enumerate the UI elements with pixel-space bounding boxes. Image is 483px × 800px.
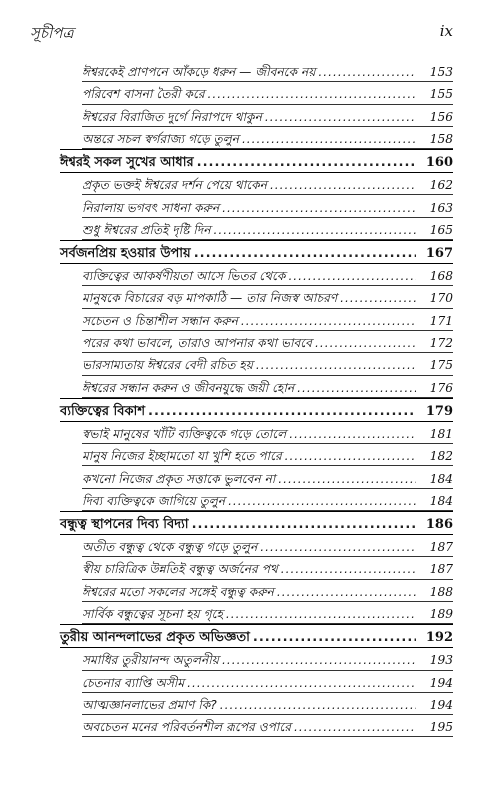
toc-section-row xyxy=(82,60,453,82)
toc-entry-title: চেতনার ব্যাপ্তি অসীম xyxy=(82,675,185,690)
toc-section-row xyxy=(82,535,453,557)
toc-chapter-row xyxy=(60,624,453,648)
dot-leader xyxy=(226,608,416,620)
toc-section-row xyxy=(82,195,453,217)
toc-section-row xyxy=(82,580,453,602)
toc-chapter-row xyxy=(60,149,453,173)
toc-chapter-row xyxy=(60,511,453,535)
toc-entry-page: 162 xyxy=(429,178,453,193)
dot-leader xyxy=(253,631,416,644)
toc-section-row xyxy=(82,82,453,104)
toc-entry-title: তুরীয় আনন্দলাভের প্রকৃত অভিজ্ঞতা xyxy=(60,630,250,646)
toc-section-row xyxy=(82,218,453,240)
toc-section-row xyxy=(82,173,453,195)
dot-leader xyxy=(315,337,416,349)
toc-chapter-row xyxy=(60,398,453,422)
dot-leader xyxy=(256,359,416,371)
dot-leader xyxy=(277,586,416,598)
dot-leader xyxy=(242,133,416,145)
dot-leader xyxy=(213,224,416,236)
toc-entry-title: স্বভাই মানুষের খাঁটি ব্যক্তিত্বকে গড়ে তোলে xyxy=(82,426,287,441)
dot-leader xyxy=(281,563,416,575)
toc-entry-title: আত্মজ্ঞানলাভের প্রমাণ কি? xyxy=(82,697,217,712)
toc-entry-page: 187 xyxy=(429,562,453,577)
toc-entry-page: 195 xyxy=(429,720,453,735)
toc-entry-page: 181 xyxy=(429,426,453,441)
toc-section-row xyxy=(82,105,453,127)
toc-section-row xyxy=(82,264,453,286)
toc-entry-title: ঈশ্বরই সকল সুখের আধার xyxy=(60,155,194,171)
toc-entry-page: 187 xyxy=(429,540,453,555)
toc-section-row xyxy=(82,286,453,308)
dot-leader xyxy=(294,721,416,733)
toc-entry-title: ঈশ্বরের বিরাজিত দুর্গে নিরাপদে থাকুন xyxy=(82,109,262,124)
header-page-number: ix xyxy=(439,22,453,40)
toc-entry-title: সর্বজনপ্রিয় হওয়ার উপায় xyxy=(60,246,191,262)
toc-entry-title: ঈশ্বরের মতো সকলের সঙ্গেই বন্ধুত্ব করুন xyxy=(82,584,274,599)
toc-entry-title: ঈশ্বরের সন্ধান করুন ও জীবনযুদ্ধে জয়ী হোন xyxy=(82,380,295,395)
toc-section-row xyxy=(82,466,453,488)
toc-entry-title: ব্যক্তিত্বের বিকাশ xyxy=(60,403,146,419)
dot-leader xyxy=(222,202,416,214)
toc-section-row xyxy=(82,376,453,398)
toc-entry-page: 188 xyxy=(429,584,453,599)
toc-entry-page: 182 xyxy=(429,449,453,464)
toc-entry-page: 165 xyxy=(429,222,453,237)
toc-entry-title: ব্যক্তিত্বের আকর্ষণীয়তা আসে ভিতর থেকে xyxy=(82,269,286,284)
toc-entry-page: 179 xyxy=(425,403,453,419)
toc-entry-page: 167 xyxy=(425,246,453,262)
toc-section-row xyxy=(82,715,453,737)
header-title: সূচীপত্র xyxy=(30,24,74,42)
toc-entry-title: পরের কথা ভাবলে, তারাও আপনার কথা ভাববে xyxy=(82,336,312,351)
toc-entry-title: সচেতন ও চিন্তাশীল সন্ধান করুন xyxy=(82,313,238,328)
toc-entry-title: স্বীয় চারিত্রিক উন্নতিই বন্ধুত্ব অর্জনের পথ xyxy=(82,562,278,577)
dot-leader xyxy=(241,315,416,327)
toc-entry-title: অতীত বন্ধুত্ব থেকে বন্ধুত্ব গড়ে তুলুন xyxy=(82,540,258,555)
toc-entry-title: সার্বিক বন্ধুত্বের সূচনা হয় গৃহে xyxy=(82,607,223,622)
toc-entry-page: 194 xyxy=(429,697,453,712)
toc-entry-page: 194 xyxy=(429,675,453,690)
dot-leader xyxy=(220,699,416,711)
dot-leader xyxy=(228,495,416,507)
toc-section-row xyxy=(82,602,453,624)
toc-entry-page: 176 xyxy=(429,380,453,395)
dot-leader xyxy=(340,292,416,304)
toc-entry-title: কখনো নিজের প্রকৃত সত্তাকে ভুলবেন না xyxy=(82,471,276,486)
dot-leader xyxy=(187,677,416,689)
toc-entry-page: 170 xyxy=(429,291,453,306)
page-header xyxy=(30,18,453,46)
toc-entry-page: 171 xyxy=(429,313,453,328)
toc-entry-page: 172 xyxy=(429,336,453,351)
dot-leader xyxy=(192,518,416,531)
toc-entry-page: 156 xyxy=(429,109,453,124)
toc-entry-title: ভারসাম্যতায় ঈশ্বরের বেদী রচিত হয় xyxy=(82,358,253,373)
toc-entry-title: মানুষকে বিচারের বড় মাপকাঠি — তার নিজস্ব আচরণ xyxy=(82,291,338,306)
toc-entry-page: 168 xyxy=(429,269,453,284)
toc-entry-title: নিরালায় ভগবৎ সাধনা করুন xyxy=(82,200,220,215)
dot-leader xyxy=(260,541,416,553)
toc-entry-page: 160 xyxy=(425,155,453,171)
dot-leader xyxy=(148,405,416,418)
dot-leader xyxy=(208,88,416,100)
toc-section-row xyxy=(82,331,453,353)
dot-leader xyxy=(285,450,416,462)
dot-leader xyxy=(318,66,416,78)
toc-section-row xyxy=(82,693,453,715)
toc-entry-page: 184 xyxy=(429,471,453,486)
toc-entry-page: 155 xyxy=(429,87,453,102)
dot-leader xyxy=(194,247,416,260)
toc-chapter-row xyxy=(60,240,453,264)
toc-section-row xyxy=(82,444,453,466)
toc-section-row xyxy=(82,127,453,149)
toc-entry-page: 186 xyxy=(425,517,453,533)
toc-section-row xyxy=(82,422,453,444)
dot-leader xyxy=(197,156,416,169)
toc-entry-title: দিব্য ব্যক্তিত্বকে জাগিয়ে তুলুন xyxy=(82,493,226,508)
toc-entry-title: প্রকৃত ভক্তই ঈশ্বরের দর্শন পেয়ে থাকেন xyxy=(82,178,267,193)
toc-entry-title: মানুষ নিজের ইচ্ছামতো যা খুশি হতে পারে xyxy=(82,449,282,464)
toc-section-row xyxy=(82,671,453,693)
toc-entry-page: 192 xyxy=(425,630,453,646)
dot-leader xyxy=(297,382,416,394)
dot-leader xyxy=(278,473,416,485)
dot-leader xyxy=(288,270,416,282)
toc-entry-title: ঈশ্বরকেই প্রাণপনে আঁকড়ে ধরুন — জীবনকে নয় xyxy=(82,65,316,80)
toc-entry-title: বন্ধুত্ব স্থাপনের দিব্য বিদ্যা xyxy=(60,517,189,533)
toc-entry-page: 184 xyxy=(429,493,453,508)
toc-entry-title: পরিবেশ বাসনা তৈরী করে xyxy=(82,87,205,102)
toc-entry-title: সমাধির তুরীয়ানন্দ অতুলনীয় xyxy=(82,653,219,668)
dot-leader xyxy=(289,428,416,440)
toc-section-row xyxy=(82,309,453,331)
toc-section-row xyxy=(82,489,453,511)
table-of-contents xyxy=(60,60,453,737)
toc-entry-page: 175 xyxy=(429,358,453,373)
toc-entry-page: 153 xyxy=(429,65,453,80)
toc-section-row xyxy=(82,557,453,579)
toc-section-row xyxy=(82,353,453,375)
toc-entry-page: 158 xyxy=(429,131,453,146)
dot-leader xyxy=(265,111,416,123)
toc-entry-title: অন্তরে সচল স্বর্গরাজ্য গড়ে তুলুন xyxy=(82,131,239,146)
toc-section-row xyxy=(82,648,453,670)
toc-entry-page: 189 xyxy=(429,607,453,622)
dot-leader xyxy=(222,654,416,666)
toc-entry-page: 163 xyxy=(429,200,453,215)
toc-entry-title: শুধু ঈশ্বরের প্রতিই দৃষ্টি দিন xyxy=(82,222,211,237)
dot-leader xyxy=(270,179,416,191)
toc-entry-title: অবচেতন মনের পরিবর্তনশীল রূপের ওপারে xyxy=(82,720,291,735)
toc-entry-page: 193 xyxy=(429,653,453,668)
